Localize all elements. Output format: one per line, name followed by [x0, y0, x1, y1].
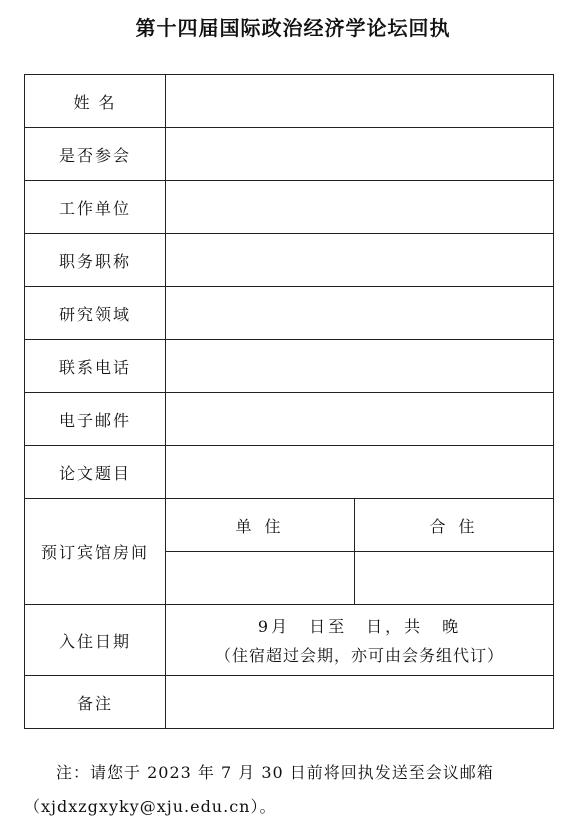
email-label: 电子邮件: [25, 393, 166, 446]
submission-note: 注：请您于 2023 年 7 月 30 日前将回执发送至会议邮箱（xjdxzgxyky@xju.edu.cn）。: [24, 763, 494, 816]
research-field[interactable]: [166, 287, 554, 340]
name-field[interactable]: [166, 75, 554, 128]
row-name: [25, 75, 554, 128]
remarks-label: 备注: [25, 676, 166, 729]
position-label: 职务职称: [25, 234, 166, 287]
row-research: [25, 287, 554, 340]
checkin-field[interactable]: [166, 605, 554, 676]
shared-room-header: 合 住: [355, 499, 554, 552]
row-checkin: [25, 605, 554, 676]
paper-label: 论文题目: [25, 446, 166, 499]
email-field[interactable]: [166, 393, 554, 446]
registration-table: [24, 74, 554, 729]
attend-label: 是否参会: [25, 128, 166, 181]
single-room-field[interactable]: [166, 552, 355, 605]
row-workplace: [25, 181, 554, 234]
row-hotel-header: [25, 499, 554, 552]
research-label: 研究领域: [25, 287, 166, 340]
phone-field[interactable]: [166, 340, 554, 393]
remarks-field[interactable]: [166, 676, 554, 729]
workplace-field[interactable]: [166, 181, 554, 234]
paper-field[interactable]: [166, 446, 554, 499]
checkin-label: 入住日期: [25, 605, 166, 676]
checkin-date-text: 9月 日至 日，共 晚: [257, 617, 462, 636]
row-email: [25, 393, 554, 446]
hotel-label: 预订宾馆房间: [25, 499, 166, 605]
page-title: 第十四届国际政治经济学论坛回执: [135, 16, 451, 40]
single-room-header: 单 住: [166, 499, 355, 552]
name-label: 姓 名: [25, 75, 166, 128]
row-paper: [25, 446, 554, 499]
row-remarks: [25, 676, 554, 729]
position-field[interactable]: [166, 234, 554, 287]
row-position: [25, 234, 554, 287]
checkin-date-hint: （住宿超过会期，亦可由会务组代订）: [214, 646, 504, 665]
phone-label: 联系电话: [25, 340, 166, 393]
row-attend: [25, 128, 554, 181]
row-phone: [25, 340, 554, 393]
attend-field[interactable]: [166, 128, 554, 181]
workplace-label: 工作单位: [25, 181, 166, 234]
shared-room-field[interactable]: [355, 552, 554, 605]
